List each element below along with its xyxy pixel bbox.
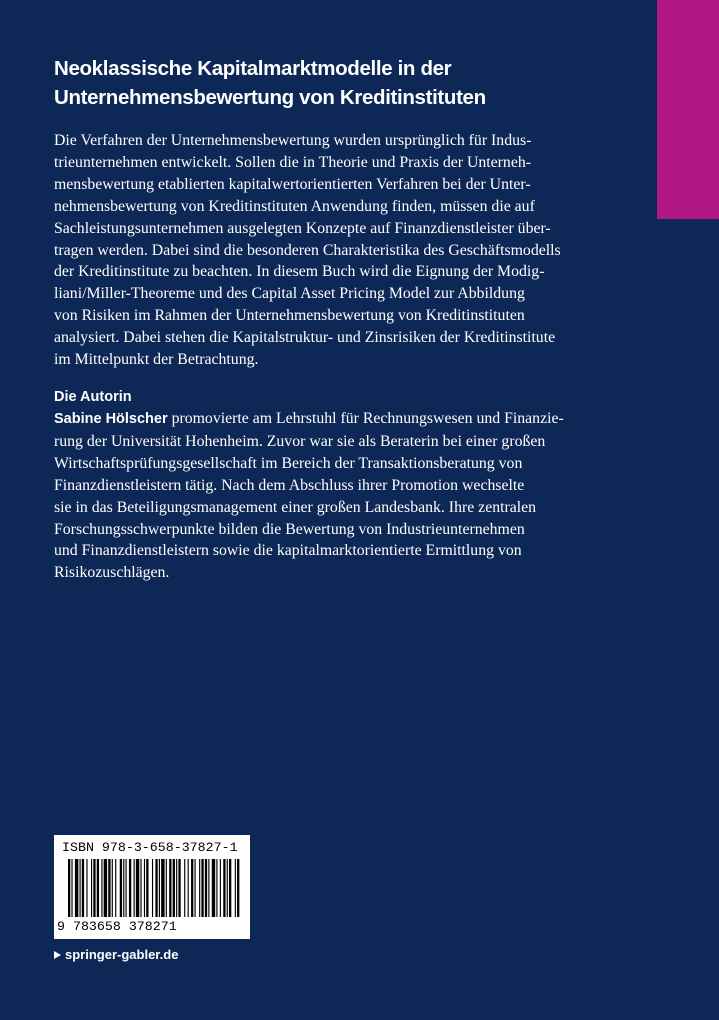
- barcode-bar: [216, 859, 217, 917]
- barcode-bar: [136, 859, 139, 917]
- barcode-bar: [93, 859, 95, 917]
- book-title: [54, 54, 614, 112]
- barcode-bar: [120, 859, 122, 917]
- barcode-bar: [140, 859, 141, 917]
- barcode-bar: [134, 859, 135, 917]
- biography-line: und Finanzdienstleistern sowie die kapitalmarktorientierte Ermittlung von: [54, 542, 522, 560]
- barcode-bar: [126, 859, 127, 917]
- barcode-digits: 9 783658 378271: [57, 919, 177, 934]
- barcode-bar: [112, 859, 113, 917]
- barcode-bar: [71, 859, 72, 917]
- book-description: [54, 130, 615, 371]
- barcode-bar: [97, 859, 99, 917]
- description-line: Die Verfahren der Unternehmensbewertung wurden ursprünglich für Indus-: [54, 132, 532, 149]
- description-line: Sachleistungsunternehmen ausgelegten Konzepte auf Finanzdienstleister über-: [54, 219, 551, 237]
- description-line: liani/Miller-Theoreme und des Capital Asset Pricing Model zur Abbildung: [54, 285, 525, 303]
- barcode-bar: [212, 859, 215, 917]
- barcode-bar: [91, 859, 92, 917]
- author-section-heading: Die Autorin: [54, 389, 132, 405]
- accent-color-bar: [657, 0, 719, 219]
- barcode-bar: [146, 859, 148, 917]
- barcode-bar: [195, 859, 196, 917]
- description-line: analysiert. Dabei stehen die Kapitalstruktur- und Zinsrisiken der Kreditinstitute: [54, 329, 556, 347]
- description-line: trieunternehmen entwickelt. Sollen die in Theorie und Praxis der Unterneh-: [54, 153, 531, 171]
- barcode-bar: [237, 859, 239, 917]
- barcode-bar: [104, 859, 107, 917]
- barcode-bar: [101, 859, 102, 917]
- biography-line: Finanzdienstleistern tätig. Nach dem Abschluss ihrer Promotion wechselte: [54, 476, 525, 494]
- isbn-label: ISBN 978-3-658-37827-1: [62, 840, 238, 855]
- description-line: mensbewertung etablierten kapitalwertorientierten Verfahren bei der Unter-: [54, 175, 531, 193]
- barcode-bar: [229, 859, 231, 917]
- barcode-bar: [235, 859, 236, 917]
- barcode-bar: [80, 859, 81, 917]
- barcode-bar: [201, 859, 203, 917]
- book-title-line-1: Neoklassische Kapitalmarktmodelle in der: [54, 57, 452, 80]
- author-name: Sabine Hölscher: [54, 411, 168, 427]
- barcode-bar: [178, 859, 180, 917]
- barcode-bar: [115, 859, 116, 917]
- barcode-bar: [227, 859, 228, 917]
- barcode-bar: [68, 859, 70, 917]
- website-label: springer-gabler.de: [65, 947, 179, 962]
- description-line: nehmensbewertung von Kreditinstituten Anwendung finden, müssen die auf: [54, 197, 535, 215]
- barcode-bar: [123, 859, 124, 917]
- barcode-bar: [173, 859, 175, 917]
- barcode-bar: [191, 859, 193, 917]
- description-line: der Kreditinstitute zu beachten. In diesem Buch wird die Eignung der Modig-: [54, 263, 545, 281]
- barcode-bar: [75, 859, 78, 917]
- barcode-bar: [176, 859, 177, 917]
- publisher-website[interactable]: [54, 946, 178, 964]
- author-biography: [54, 408, 615, 584]
- biography-first-line-text: promovierte am Lehrstuhl für Rechnungswesen und Finanzie-: [167, 410, 564, 427]
- barcode-bar: [129, 859, 131, 917]
- description-line: von Risiken im Rahmen der Unternehmensbewertung von Kreditinstituten: [54, 307, 525, 325]
- barcode-bar: [166, 859, 167, 917]
- barcode-bar: [82, 859, 84, 917]
- barcode-bar: [152, 859, 153, 917]
- biography-line: Risikozuschlägen.: [54, 564, 170, 582]
- book-title-line-2: Unternehmensbewertung von Kreditinstituten: [54, 86, 486, 109]
- barcode-bar: [188, 859, 189, 917]
- barcode-bar: [144, 859, 145, 917]
- barcode-bar: [161, 859, 164, 917]
- biography-first-line: [54, 408, 615, 431]
- biography-line: rung der Universität Hohenheim. Zuvor war sie als Beraterin bei einer großen: [54, 432, 546, 450]
- biography-line: Wirtschaftsprüfungsgesellschaft im Bereich der Transaktionsberatung von: [54, 454, 523, 472]
- barcode-bar: [208, 859, 209, 917]
- barcode-bar: [108, 859, 110, 917]
- barcode-bar: [223, 859, 225, 917]
- barcode-bar: [159, 859, 160, 917]
- description-line: tragen werden. Dabei sind die besonderen Charakteristika des Geschäftsmodells: [54, 241, 561, 259]
- isbn-barcode-box: [54, 835, 250, 939]
- biography-line: sie in das Beteiligungsmanagement einer großen Landesbank. Ihre zentralen: [54, 498, 537, 516]
- barcode-bar: [220, 859, 221, 917]
- barcode-bar: [86, 859, 87, 917]
- barcode-bar: [169, 859, 171, 917]
- barcode-bar: [199, 859, 200, 917]
- description-line: im Mittelpunkt der Betrachtung.: [54, 351, 259, 369]
- biography-line: Forschungsschwerpunkte bilden die Bewertung von Industrieunternehmen: [54, 520, 525, 538]
- arrow-right-icon: [54, 951, 61, 959]
- barcode-bar: [184, 859, 185, 917]
- barcode-bar: [205, 859, 207, 917]
- barcode-bar: [155, 859, 157, 917]
